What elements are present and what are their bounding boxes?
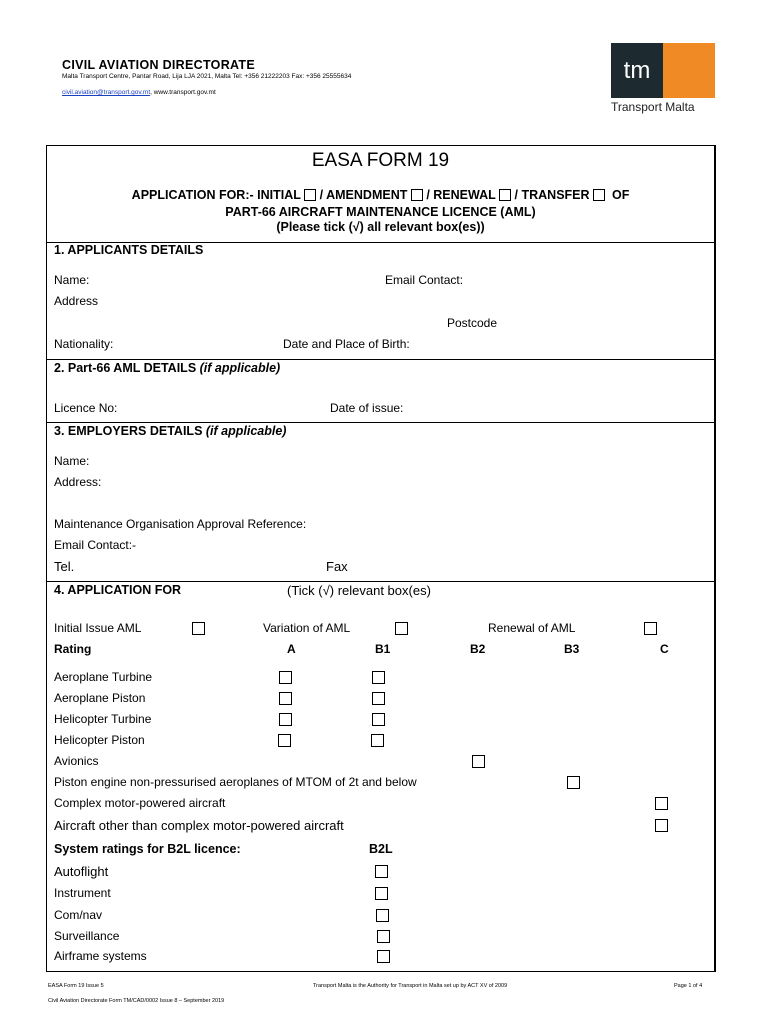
instrument-checkbox[interactable]	[375, 887, 388, 900]
rating-header: Rating	[54, 642, 92, 656]
app-line-2: PART-66 AIRCRAFT MAINTENANCE LICENCE (AML)	[225, 205, 536, 219]
b2l-heading: System ratings for B2L licence:	[54, 842, 241, 856]
s1-postcode-label: Postcode	[447, 316, 498, 330]
app-renewal-label: / RENEWAL	[426, 188, 496, 202]
s1-nationality-label: Nationality:	[54, 337, 114, 351]
section-3-heading: 3. EMPLOYERS DETAILS (if applicable)	[54, 424, 287, 438]
b2l-col: B2L	[369, 842, 393, 856]
app-of-label: OF	[611, 188, 630, 202]
s3-approval-label: Maintenance Organisation Approval Reference:	[54, 517, 307, 531]
footer-cad-form: Civil Aviation Directorate Form TM/CAD/0002 Issue 8 – September 2019	[48, 998, 225, 1004]
s4-initial-label: Initial Issue AML	[54, 621, 142, 635]
app-line-3: (Please tick (√) all relevant box(es))	[276, 220, 485, 234]
autoflight-checkbox[interactable]	[375, 865, 388, 878]
row-helicopter-turbine: Helicopter Turbine	[54, 712, 152, 726]
airframe-checkbox[interactable]	[377, 950, 390, 963]
renewal-aml-checkbox[interactable]	[644, 622, 657, 635]
surveillance-checkbox[interactable]	[377, 930, 390, 943]
s1-dob-label: Date and Place of Birth:	[283, 337, 410, 351]
comnav-checkbox[interactable]	[376, 909, 389, 922]
divider	[47, 359, 714, 360]
aeroplane-turbine-b1-checkbox[interactable]	[372, 671, 385, 684]
row-aeroplane-piston: Aeroplane Piston	[54, 691, 146, 705]
initial-checkbox[interactable]	[304, 189, 316, 201]
section-2-heading: 2. Part-66 AML DETAILS (if applicable)	[54, 361, 281, 375]
row-aeroplane-turbine: Aeroplane Turbine	[54, 670, 153, 684]
logo-text: Transport Malta	[611, 100, 695, 114]
helicopter-turbine-b1-checkbox[interactable]	[372, 713, 385, 726]
easa-form-frame	[46, 145, 716, 972]
s3-address-label: Address:	[54, 475, 102, 489]
org-address: Malta Transport Centre, Pantar Road, Lija LJA 2021, Malta Tel: +356 21222203 Fax: +356 25555634	[62, 73, 352, 80]
footer-authority: Transport Malta is the Authority for Transport in Malta set up by ACT XV of 2009	[313, 983, 508, 989]
section-4-heading: 4. APPLICATION FOR	[54, 583, 182, 597]
form-title: EASA FORM 19	[311, 150, 450, 171]
footer-form-issue: EASA Form 19 Issue 5	[48, 983, 104, 989]
b2l-airframe: Airframe systems	[54, 949, 147, 963]
logo-mark: tm	[611, 43, 663, 98]
initial-issue-checkbox[interactable]	[192, 622, 205, 635]
s4-variation-label: Variation of AML	[263, 621, 351, 635]
row-complex-aircraft: Complex motor-powered aircraft	[54, 796, 226, 810]
helicopter-turbine-a-checkbox[interactable]	[279, 713, 292, 726]
s3-email-label: Email Contact:-	[54, 538, 137, 552]
helicopter-piston-b1-checkbox[interactable]	[371, 734, 384, 747]
s2-licence-label: Licence No:	[54, 401, 118, 415]
b2l-comnav: Com/nav	[54, 908, 103, 922]
complex-c-checkbox[interactable]	[655, 797, 668, 810]
helicopter-piston-a-checkbox[interactable]	[278, 734, 291, 747]
app-amend-label: / AMENDMENT	[319, 188, 408, 202]
org-contacts	[62, 89, 216, 96]
renewal-checkbox[interactable]	[499, 189, 511, 201]
col-a: A	[287, 642, 296, 656]
col-c: C	[660, 642, 669, 656]
section-1-heading: 1. APPLICANTS DETAILS	[54, 243, 204, 257]
b2l-autoflight: Autoflight	[54, 864, 109, 879]
b2l-surveillance: Surveillance	[54, 929, 120, 943]
variation-checkbox[interactable]	[395, 622, 408, 635]
org-name: CIVIL AVIATION DIRECTORATE	[62, 58, 255, 72]
row-avionics: Avionics	[54, 754, 99, 768]
transfer-checkbox[interactable]	[593, 189, 605, 201]
col-b2: B2	[470, 642, 486, 656]
piston-b3-checkbox[interactable]	[567, 776, 580, 789]
s2-issue-label: Date of issue:	[330, 401, 404, 415]
avionics-b2-checkbox[interactable]	[472, 755, 485, 768]
col-b3: B3	[564, 642, 580, 656]
email-link[interactable]: civil.aviation@transport.gov.mt	[62, 89, 151, 96]
application-type-line	[47, 188, 714, 202]
aeroplane-turbine-a-checkbox[interactable]	[279, 671, 292, 684]
row-other-aircraft: Aircraft other than complex motor-powered aircraft	[54, 818, 344, 833]
s3-fax-label: Fax	[326, 559, 348, 574]
divider	[47, 581, 714, 582]
s3-tel-label: Tel.	[54, 559, 75, 574]
website-text: , www.transport.gov.mt	[150, 89, 216, 96]
transport-malta-logo	[611, 43, 715, 98]
amendment-checkbox[interactable]	[411, 189, 423, 201]
logo-orange-block	[663, 43, 715, 98]
app-initial-label: APPLICATION FOR:- INITIAL	[131, 188, 301, 202]
aeroplane-piston-a-checkbox[interactable]	[279, 692, 292, 705]
aeroplane-piston-b1-checkbox[interactable]	[372, 692, 385, 705]
s1-address-label: Address	[54, 294, 99, 308]
divider	[47, 422, 714, 423]
row-helicopter-piston: Helicopter Piston	[54, 733, 145, 747]
s3-name-label: Name:	[54, 454, 90, 468]
app-transfer-label: / TRANSFER	[514, 188, 590, 202]
other-c-checkbox[interactable]	[655, 819, 668, 832]
footer-page: Page 1 of 4	[674, 983, 703, 989]
s4-tick-note: (Tick (√) relevant box(es)	[287, 583, 431, 598]
s1-email-label: Email Contact:	[385, 273, 464, 287]
col-b1: B1	[375, 642, 391, 656]
b2l-instrument: Instrument	[54, 886, 111, 900]
s1-name-label: Name:	[54, 273, 90, 287]
s4-renewal-label: Renewal of AML	[488, 621, 576, 635]
row-piston-non-pressurised: Piston engine non-pressurised aeroplanes of MTOM of 2t and below	[54, 775, 417, 789]
